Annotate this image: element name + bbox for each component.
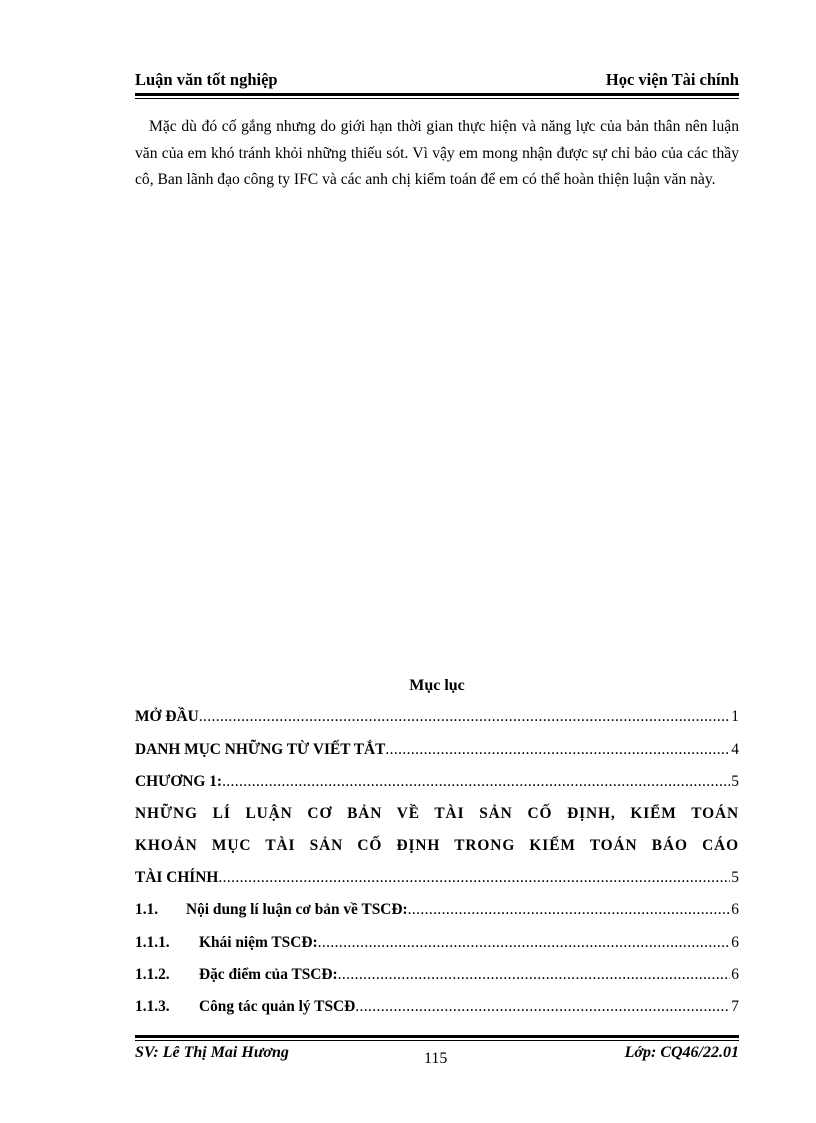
- toc-chapter-title-line1[interactable]: NHỮNG LÍ LUẬN CƠ BẢN VỀ TÀI SẢN CỐ ĐỊNH, KIỂM TOÁN: [135, 805, 739, 822]
- body-paragraph: Mặc dù đó cố gắng nhưng do giới hạn thời gian thực hiện và năng lực của bản thân nên luận văn của em khó tránh khỏi những thiếu sót. Vì vậy em mong nhận được sự chỉ bảo của các thầy cô, Ban lãnh đạo công ty IFC và các anh chị kiểm toán để em có thể hoàn thiện luận văn này.: [135, 118, 739, 189]
- toc-title: Mục lục: [409, 677, 465, 694]
- toc-entry-number: 1.1.2.: [135, 966, 170, 983]
- toc-page: 5: [731, 869, 739, 886]
- toc-entry-chuong-1[interactable]: [135, 773, 739, 795]
- toc-entry-label: Công tác quản lý TSCĐ: [199, 998, 356, 1015]
- toc-page: 6: [731, 934, 739, 951]
- toc-page: 7: [731, 998, 739, 1015]
- toc-entry-label: DANH MỤC NHỮNG TỪ VIẾT TẮT: [135, 741, 386, 758]
- toc-leader: [222, 773, 730, 791]
- toc-chapter-title-line2[interactable]: KHOẢN MỤC TÀI SẢN CỐ ĐỊNH TRONG KIỂM TOÁN BÁO CÁO: [135, 837, 739, 854]
- toc-entry-1-1-3[interactable]: [135, 998, 739, 1020]
- toc-entry-number: 1.1.1.: [135, 934, 170, 951]
- footer-class: Lớp: CQ46/22.01: [624, 1044, 739, 1061]
- toc-page: 4: [731, 741, 739, 758]
- toc-leader: [338, 966, 731, 984]
- toc-entry-chapter-title-end[interactable]: [135, 869, 739, 891]
- toc-leader: [355, 998, 730, 1016]
- toc-entry-label: Nội dung lí luận cơ bản về TSCĐ:: [186, 901, 408, 918]
- toc-entry-mo-dau[interactable]: [135, 708, 739, 730]
- toc-leader: [318, 934, 731, 952]
- toc-page: 1: [731, 708, 739, 725]
- toc-entry-1-1[interactable]: [135, 901, 739, 923]
- toc-leader: [199, 708, 731, 726]
- toc-entry-1-1-1[interactable]: [135, 934, 739, 956]
- toc-entry-label: Đặc điểm của TSCĐ:: [199, 966, 338, 983]
- header-rule-thick: [135, 93, 739, 96]
- toc-leader: [385, 741, 730, 759]
- header-rule-thin: [135, 98, 739, 99]
- footer-rule-thick: [135, 1035, 739, 1038]
- toc-leader: [408, 901, 731, 919]
- toc-entry-label: CHƯƠNG 1:: [135, 773, 223, 790]
- footer-student: SV: Lê Thị Mai Hương: [135, 1044, 289, 1061]
- toc-entry-number: 1.1.3.: [135, 998, 170, 1015]
- toc-page: 6: [731, 901, 739, 918]
- toc-page: 6: [731, 966, 739, 983]
- footer-page-number: 115: [424, 1050, 448, 1067]
- header-left: Luận văn tốt nghiệp: [135, 70, 278, 89]
- toc-entry-danh-muc[interactable]: [135, 741, 739, 763]
- header-right: Học viện Tài chính: [605, 70, 739, 89]
- page-header: [135, 70, 739, 90]
- toc-page: 5: [731, 773, 739, 790]
- footer-rule-thin: [135, 1040, 739, 1041]
- toc-entry-label: Khái niệm TSCĐ:: [199, 934, 318, 951]
- toc-entry-label: MỞ ĐẦU: [135, 708, 199, 725]
- toc-entry-1-1-2[interactable]: [135, 966, 739, 988]
- toc-leader: [218, 869, 730, 887]
- toc-entry-label: TÀI CHÍNH: [135, 869, 219, 886]
- toc-entry-number: 1.1.: [135, 901, 159, 918]
